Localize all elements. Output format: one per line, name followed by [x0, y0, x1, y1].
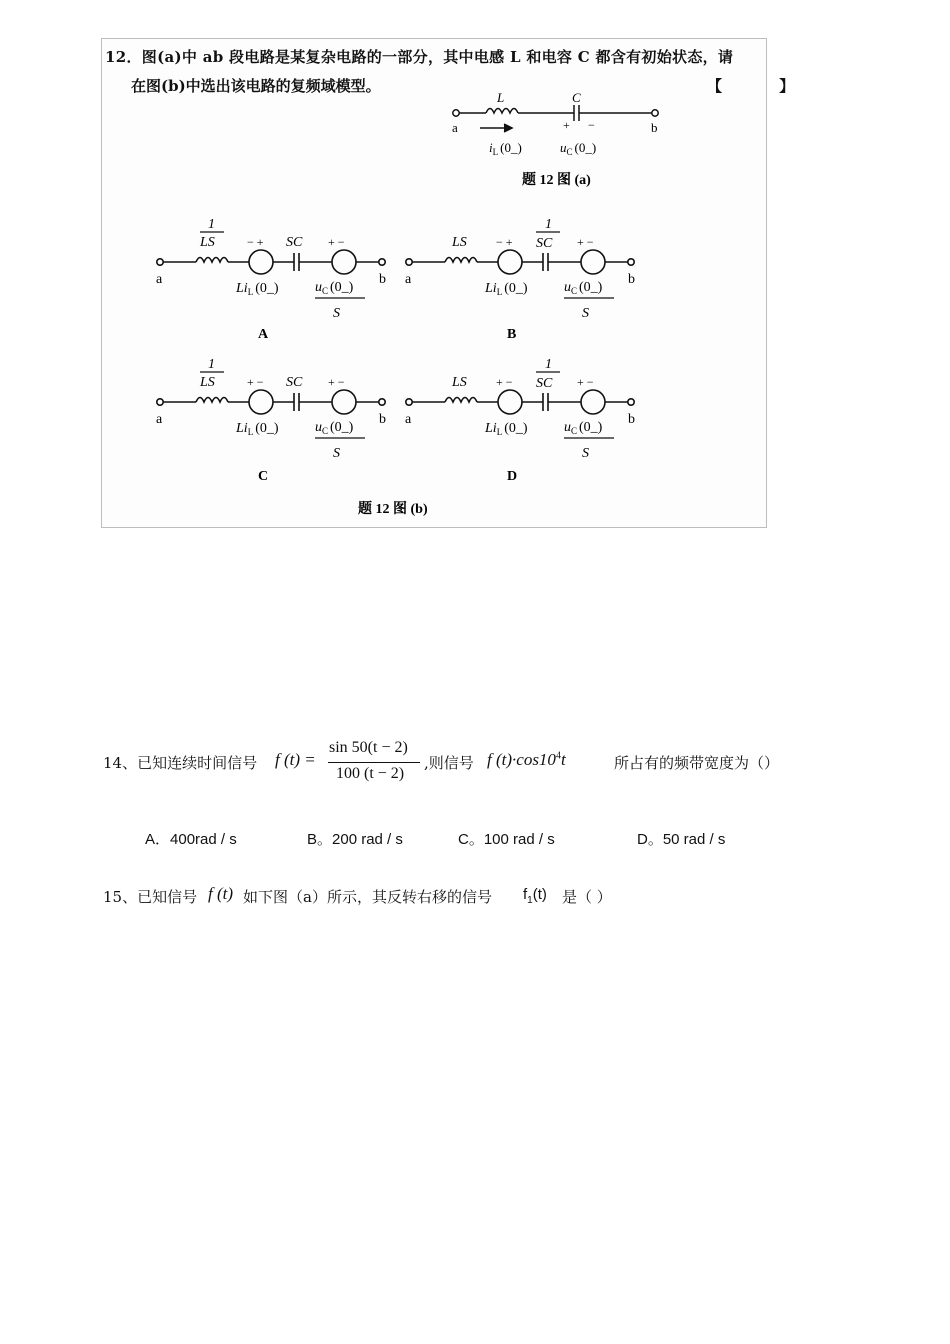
voltage-source-li [249, 250, 273, 274]
source-uc-denominator: S [333, 306, 340, 321]
source-uc-numerator: $u_C$ (0_) [564, 420, 603, 436]
inductor-symbol [445, 398, 477, 403]
source-li-polarity: − + [247, 235, 264, 249]
capacitor-impedance-numerator: 1 [545, 217, 552, 232]
source-li-polarity: + − [247, 375, 264, 389]
option-d-circuit [405, 357, 635, 484]
q14-option-d: D。50 rad / s [637, 831, 726, 848]
q14-f-lhs: f (t) = [275, 750, 316, 769]
q14-prefix: 14、已知连续时间信号 [103, 754, 258, 772]
inductor-impedance-denominator: LS [200, 235, 215, 250]
source-uc-numerator: $u_C$ (0_) [564, 280, 603, 296]
fig-a-node-b: b [651, 120, 658, 135]
node-a-label: a [405, 412, 412, 427]
figure-b-options [156, 217, 635, 484]
q15-middle: 如下图（a）所示，其反转右移的信号 [243, 888, 492, 906]
option-c-circuit [156, 357, 386, 484]
capacitor-impedance-label: SC [286, 375, 303, 390]
fig-a-cap-voltage-label: $u_C$ (0_) [560, 140, 597, 157]
q14-suffix: 所占有的频带宽度为（） [614, 754, 780, 772]
voltage-source-uc [332, 250, 356, 274]
option-label: D [507, 469, 518, 484]
q14-fraction-numerator: sin 50(t − 2) [329, 739, 408, 756]
node-b-terminal [652, 110, 658, 116]
source-li-value: $Li_L$ (0_) [236, 281, 279, 297]
inductor-symbol [445, 258, 477, 263]
source-li-value: $Li_L$ (0_) [236, 421, 279, 437]
q15-prefix: 15、已知信号 [103, 888, 198, 906]
capacitor-impedance-numerator: 1 [545, 357, 552, 372]
capacitor-impedance-denominator: SC [536, 236, 553, 251]
fig-a-current-label: $i_L$ (0_) [489, 140, 522, 157]
fig-a-minus-sign: − [588, 118, 595, 132]
capacitor-impedance-label: SC [286, 235, 303, 250]
node-a-terminal [406, 399, 412, 405]
node-a-terminal [453, 110, 459, 116]
circuit-diagrams [0, 0, 950, 560]
inductor-impedance-numerator: 1 [208, 217, 215, 232]
option-label: C [258, 469, 269, 484]
voltage-source-li [498, 250, 522, 274]
node-b-label: b [628, 412, 635, 427]
voltage-source-li [249, 390, 273, 414]
q14-option-c: C。100 rad / s [458, 831, 555, 848]
fig-a-capacitor-label: C [572, 90, 581, 105]
q12-text-line1: 12．图(a)中 ab 段电路是某复杂电路的一部分，其中电感 L 和电容 C 都含有初始状态，请 [105, 48, 734, 66]
source-uc-polarity: + − [328, 235, 345, 249]
inductor-symbol [486, 109, 518, 114]
option-label: A [258, 327, 269, 342]
fig-a-caption: 题 12 图 (a) [522, 173, 591, 188]
node-a-label: a [405, 272, 412, 287]
inductor-impedance-label: LS [452, 235, 467, 250]
node-a-terminal [157, 399, 163, 405]
voltage-source-uc [581, 390, 605, 414]
q14-option-a: A．400rad / s [145, 831, 237, 848]
q14-expression: f $(t)\cdot\cos 10^4t$ [487, 750, 566, 769]
source-li-value: $Li_L$ (0_) [485, 281, 528, 297]
node-b-label: b [628, 272, 635, 287]
node-b-terminal [628, 259, 634, 265]
q12-text-line2: 在图(b)中选出该电路的复频域模型。 [131, 77, 381, 95]
source-uc-denominator: S [582, 306, 589, 321]
inductor-impedance-numerator: 1 [208, 357, 215, 372]
capacitor-impedance-denominator: SC [536, 376, 553, 391]
node-a-label: a [156, 272, 163, 287]
source-uc-polarity: + − [577, 235, 594, 249]
q15-ft: f (t) [208, 884, 234, 903]
fig-a-plus-sign: + [563, 118, 570, 132]
source-li-value: $Li_L$ (0_) [485, 421, 528, 437]
voltage-source-li [498, 390, 522, 414]
node-b-terminal [379, 399, 385, 405]
voltage-source-uc [332, 390, 356, 414]
q15-f1-signal: $f_1(t)$ [523, 886, 547, 906]
source-li-polarity: + − [496, 375, 513, 389]
q14-middle: ,则信号 [424, 754, 474, 772]
option-a-circuit [156, 217, 386, 342]
inductor-impedance-label: LS [452, 375, 467, 390]
q14-fraction-bar [328, 762, 420, 763]
source-uc-polarity: + − [328, 375, 345, 389]
node-a-terminal [157, 259, 163, 265]
node-a-label: a [156, 412, 163, 427]
option-label: B [507, 327, 517, 342]
inductor-impedance-denominator: LS [200, 375, 215, 390]
q12-answer-bracket: 【 】 [707, 77, 821, 95]
inductor-symbol [196, 398, 228, 403]
node-a-terminal [406, 259, 412, 265]
q14-fraction-denominator: 100 (t − 2) [336, 765, 405, 782]
option-b-circuit [405, 217, 635, 342]
source-uc-polarity: + − [577, 375, 594, 389]
q15-suffix: 是（ ） [562, 888, 612, 906]
fig-b-caption: 题 12 图 (b) [358, 502, 428, 517]
node-b-terminal [379, 259, 385, 265]
inductor-symbol [196, 258, 228, 263]
voltage-source-uc [581, 250, 605, 274]
node-b-terminal [628, 399, 634, 405]
node-b-label: b [379, 412, 386, 427]
fig-a-node-a: a [452, 120, 458, 135]
source-uc-numerator: $u_C$ (0_) [315, 280, 354, 296]
fig-a-inductor-label: L [497, 90, 505, 105]
figure-a-circuit [453, 105, 658, 132]
node-b-label: b [379, 272, 386, 287]
source-uc-denominator: S [582, 446, 589, 461]
source-uc-numerator: $u_C$ (0_) [315, 420, 354, 436]
q14-option-b: B。200 rad / s [307, 831, 403, 848]
source-uc-denominator: S [333, 446, 340, 461]
source-li-polarity: − + [496, 235, 513, 249]
